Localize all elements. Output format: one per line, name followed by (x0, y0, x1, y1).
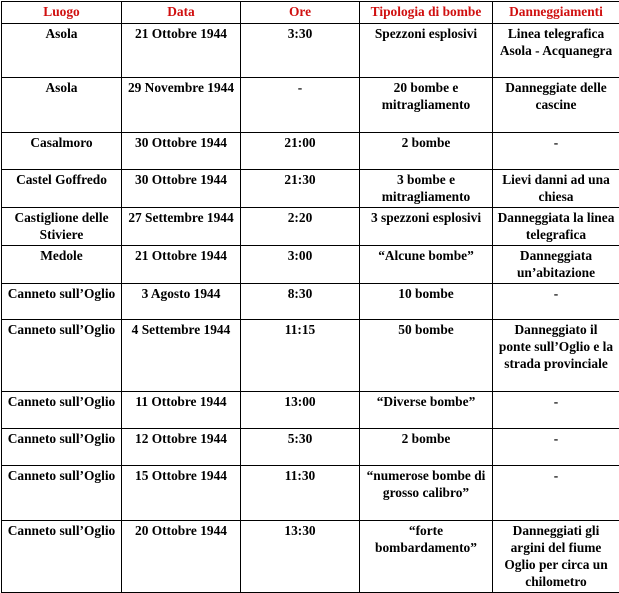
cell-tipologia: 20 bombe e mitragliamento (360, 78, 493, 133)
cell-danneggiamenti: Danneggiato il ponte sull’Oglio e la strada provinciale (493, 320, 619, 392)
cell-tipologia: “numerose bombe di grosso calibro” (360, 466, 493, 521)
cell-luogo: Canneto sull’Oglio (2, 284, 122, 320)
cell-ore: - (241, 78, 360, 133)
header-ore: Ore (241, 2, 360, 24)
cell-luogo: Medole (2, 246, 122, 284)
cell-data: 3 Agosto 1944 (122, 284, 241, 320)
cell-ore: 11:15 (241, 320, 360, 392)
cell-danneggiamenti: - (493, 429, 619, 466)
table-row (2, 246, 619, 284)
cell-danneggiamenti: Danneggiati gli argini del fiume Oglio per circa un chilometro (493, 521, 619, 593)
cell-luogo: Asola (2, 78, 122, 133)
header-tipologia: Tipologia di bombe (360, 2, 493, 24)
cell-ore: 21:30 (241, 170, 360, 208)
cell-luogo: Canneto sull’Oglio (2, 521, 122, 593)
cell-ore: 13:00 (241, 392, 360, 429)
cell-ore: 13:30 (241, 521, 360, 593)
cell-data: 29 Novembre 1944 (122, 78, 241, 133)
cell-ore: 21:00 (241, 133, 360, 170)
table-row (2, 78, 619, 133)
cell-luogo: Asola (2, 24, 122, 78)
cell-data: 21 Ottobre 1944 (122, 246, 241, 284)
cell-tipologia: 10 bombe (360, 284, 493, 320)
table-body (2, 24, 619, 593)
cell-tipologia: “Diverse bombe” (360, 392, 493, 429)
cell-danneggiamenti: - (493, 392, 619, 429)
table-row (2, 24, 619, 78)
cell-danneggiamenti: - (493, 284, 619, 320)
cell-luogo: Canneto sull’Oglio (2, 429, 122, 466)
cell-danneggiamenti: - (493, 133, 619, 170)
cell-ore: 11:30 (241, 466, 360, 521)
cell-ore: 3:00 (241, 246, 360, 284)
table-row (2, 392, 619, 429)
cell-ore: 2:20 (241, 208, 360, 246)
bombing-table (1, 1, 619, 593)
cell-tipologia: 2 bombe (360, 133, 493, 170)
cell-danneggiamenti: - (493, 466, 619, 521)
cell-tipologia: “forte bombardamento” (360, 521, 493, 593)
table-row (2, 466, 619, 521)
cell-luogo: Castiglione delle Stiviere (2, 208, 122, 246)
cell-tipologia: 3 spezzoni esplosivi (360, 208, 493, 246)
cell-ore: 5:30 (241, 429, 360, 466)
header-luogo: Luogo (2, 2, 122, 24)
table-row (2, 284, 619, 320)
cell-luogo: Castel Goffredo (2, 170, 122, 208)
header-danneggiamenti: Danneggiamenti (493, 2, 619, 24)
cell-tipologia: “Alcune bombe” (360, 246, 493, 284)
cell-tipologia: 2 bombe (360, 429, 493, 466)
cell-ore: 3:30 (241, 24, 360, 78)
cell-data: 30 Ottobre 1944 (122, 133, 241, 170)
table-row (2, 429, 619, 466)
cell-data: 21 Ottobre 1944 (122, 24, 241, 78)
table-row (2, 208, 619, 246)
cell-luogo: Canneto sull’Oglio (2, 320, 122, 392)
cell-luogo: Casalmoro (2, 133, 122, 170)
cell-danneggiamenti: Danneggiate delle cascine (493, 78, 619, 133)
cell-data: 20 Ottobre 1944 (122, 521, 241, 593)
cell-ore: 8:30 (241, 284, 360, 320)
table-row (2, 133, 619, 170)
cell-data: 27 Settembre 1944 (122, 208, 241, 246)
cell-data: 11 Ottobre 1944 (122, 392, 241, 429)
cell-tipologia: 3 bombe e mitragliamento (360, 170, 493, 208)
table-row (2, 170, 619, 208)
table-row (2, 320, 619, 392)
header-data: Data (122, 2, 241, 24)
cell-luogo: Canneto sull’Oglio (2, 392, 122, 429)
cell-tipologia: 50 bombe (360, 320, 493, 392)
cell-danneggiamenti: Linea telegrafica Asola - Acquanegra (493, 24, 619, 78)
cell-data: 15 Ottobre 1944 (122, 466, 241, 521)
cell-data: 12 Ottobre 1944 (122, 429, 241, 466)
table-row (2, 521, 619, 593)
cell-luogo: Canneto sull’Oglio (2, 466, 122, 521)
header-row (2, 2, 619, 24)
cell-tipologia: Spezzoni esplosivi (360, 24, 493, 78)
cell-danneggiamenti: Danneggiata un’abitazione (493, 246, 619, 284)
cell-data: 30 Ottobre 1944 (122, 170, 241, 208)
cell-data: 4 Settembre 1944 (122, 320, 241, 392)
cell-danneggiamenti: Lievi danni ad una chiesa (493, 170, 619, 208)
cell-danneggiamenti: Danneggiata la linea telegrafica (493, 208, 619, 246)
